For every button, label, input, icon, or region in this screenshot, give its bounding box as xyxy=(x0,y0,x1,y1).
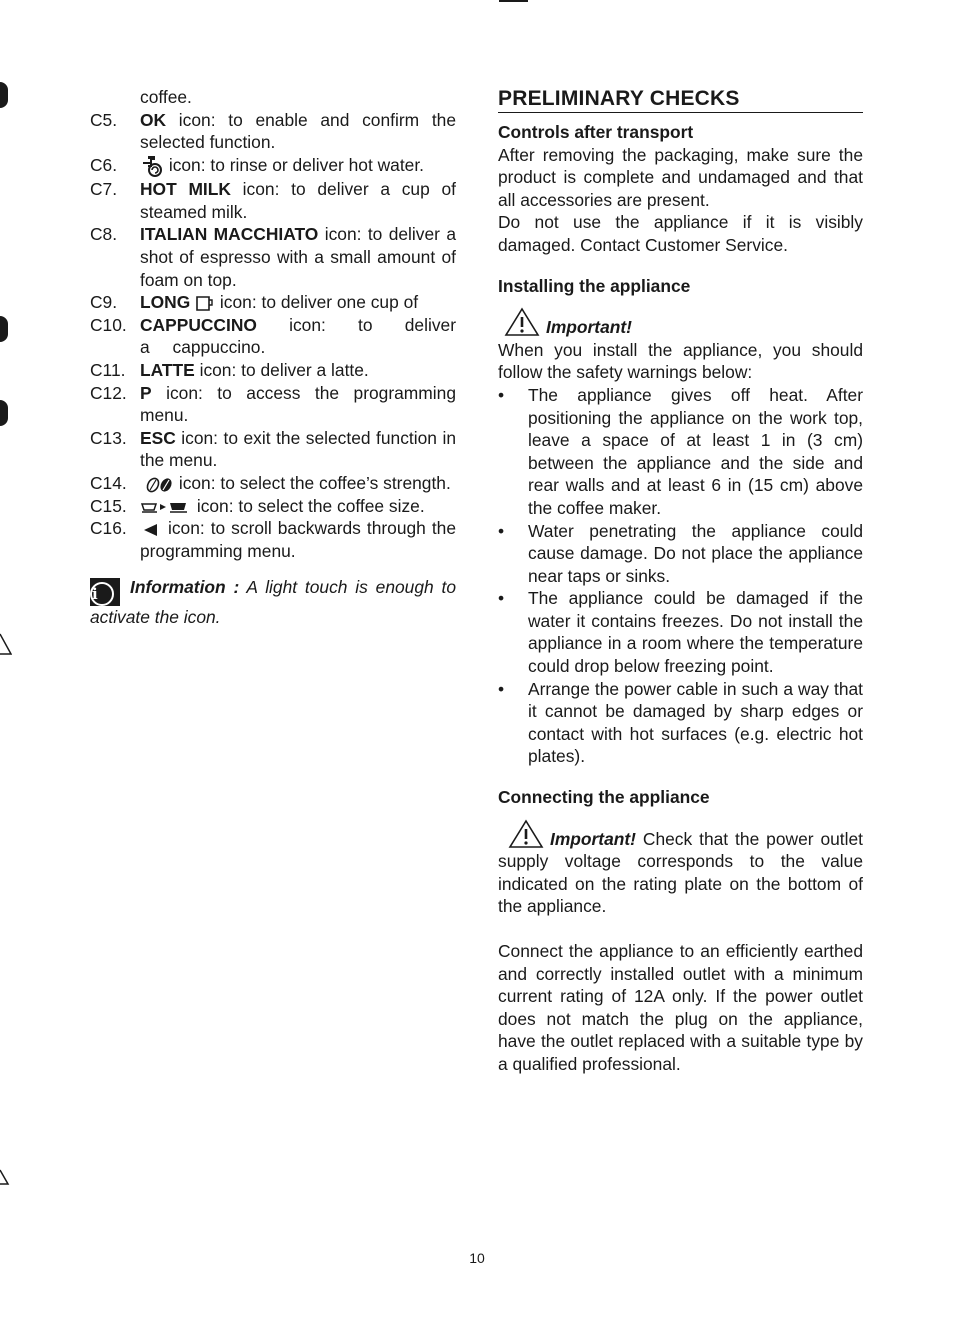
item-text: icon: to rinse or deliver hot water. xyxy=(164,154,425,175)
warning-icon xyxy=(508,819,544,849)
item-text: icon: to deliver a cappuccino. xyxy=(140,314,456,358)
item-text: icon: to deliver a cup of steamed milk. xyxy=(140,179,457,222)
coffee-beans-icon xyxy=(144,475,174,493)
left-column xyxy=(90,86,456,629)
information-text: A light touch is enough to activate the icon. xyxy=(90,577,456,628)
list-item xyxy=(90,178,456,223)
item-text: icon: to scroll backwards through the programming menu. xyxy=(140,518,456,561)
item-text: icon: to select the coffee size. xyxy=(192,495,425,516)
list-item: • Arrange the power cable in such a way that it cannot be damaged by sharp edges or contact with hot surfaces (e.g. electric hot plates). xyxy=(498,678,863,768)
important-text: Check that the power outlet supply voltage corresponds to the value indicated on the rating plate on the bottom of the appliance. xyxy=(498,828,863,917)
list-item xyxy=(90,495,456,518)
list-item xyxy=(90,472,456,495)
list-item xyxy=(90,109,456,154)
list-item xyxy=(90,154,456,178)
list-item: • Water penetrating the appliance could cause damage. Do not place the appliance near taps or sinks. xyxy=(498,520,863,588)
item-text: icon: to exit the selected function in the menu. xyxy=(140,427,456,471)
item-label: LONG xyxy=(140,292,191,313)
control-icon-list xyxy=(90,86,456,562)
edge-tab-marker xyxy=(0,82,8,108)
list-item xyxy=(90,223,456,291)
item-number: C15. xyxy=(90,495,127,516)
edge-tab-marker xyxy=(0,400,8,426)
cup-size-icon xyxy=(140,499,192,515)
back-arrow-icon xyxy=(140,522,162,538)
list-item xyxy=(90,359,456,382)
list-item: • The appliance gives off heat. After positioning the appliance on the work top, leave a space of at least 1 in (3 cm) between the appliance and the side and rear walls and at least 6 in (15 cm) above the coffee maker. xyxy=(498,384,863,520)
important-note xyxy=(498,307,863,339)
list-item xyxy=(90,86,456,109)
list-item: • The appliance could be damaged if the water it contains freezes. Do not install the appliance in a room where the temperature could drop below freezing point. xyxy=(498,587,863,677)
list-item xyxy=(90,517,456,562)
heading-controls-after-transport: Controls after transport xyxy=(498,122,694,142)
rinse-icon xyxy=(140,154,164,178)
important-label: Important! xyxy=(550,828,636,849)
item-text: icon: to access the programming menu. xyxy=(140,382,456,426)
section-title: PRELIMINARY CHECKS xyxy=(498,86,863,113)
list-item xyxy=(90,314,456,359)
item-number: C5. xyxy=(90,109,118,130)
item-label: CAPPUCCINO xyxy=(140,314,257,335)
item-text: icon: to select the coffee’s strength. xyxy=(174,472,451,493)
important-note xyxy=(498,819,863,918)
item-number: C6. xyxy=(90,154,118,175)
item-number: C13. xyxy=(90,427,127,448)
item-text: icon: to deliver one cup of xyxy=(215,292,419,313)
item-text: coffee. xyxy=(140,87,192,107)
item-number: C7. xyxy=(90,179,118,200)
paragraph: Connect the appliance to an efficiently earthed and correctly installed outlet with a minimum current rating of 12A only. If the power outlet does not match the plug on the appliance, have the outlet replaced with a suitable type by a qualified professional. xyxy=(498,941,863,1074)
item-number: C10. xyxy=(90,314,127,335)
information-icon: i xyxy=(90,578,120,606)
right-column xyxy=(498,86,863,1076)
item-label: ITALIAN MACCHIATO xyxy=(140,224,319,245)
page-number: 10 xyxy=(469,1250,485,1266)
item-number: C14. xyxy=(90,472,127,493)
item-number: C16. xyxy=(90,518,127,539)
item-number: C8. xyxy=(90,224,118,245)
item-label: HOT MILK xyxy=(140,179,231,200)
edge-tab-marker xyxy=(0,316,8,342)
list-item xyxy=(90,291,456,314)
item-number: C11. xyxy=(90,359,126,380)
edge-warning-mark xyxy=(0,1166,10,1186)
edge-warning-mark xyxy=(0,632,12,656)
heading-connecting-the-appliance: Connecting the appliance xyxy=(498,787,710,808)
list-item xyxy=(90,382,456,427)
heading-installing-the-appliance: Installing the appliance xyxy=(498,275,691,296)
item-text: icon: to deliver a latte. xyxy=(194,359,369,380)
item-number: C9. xyxy=(90,292,118,313)
information-label: Information : xyxy=(130,577,240,598)
top-edge-mark xyxy=(499,0,528,2)
item-text: icon: to enable and confirm the selected function. xyxy=(140,109,456,153)
list-item xyxy=(90,427,456,472)
paragraph: When you install the appliance, you should follow the safety warnings below: xyxy=(498,339,863,383)
item-label: LATTE xyxy=(140,359,195,380)
paragraph: After removing the packaging, make sure the product is complete and undamaged and that all accessories are present. xyxy=(498,144,863,210)
item-label: ESC xyxy=(140,427,176,448)
item-number: C12. xyxy=(90,382,127,403)
safety-warning-list xyxy=(498,384,863,768)
information-note xyxy=(90,576,456,629)
warning-icon xyxy=(504,307,540,337)
item-label: OK xyxy=(140,109,167,130)
item-text: icon: to deliver a shot of espresso with a small amount of foam on top. xyxy=(140,224,456,290)
cup-icon xyxy=(195,295,215,313)
important-label: Important! xyxy=(546,317,632,338)
paragraph: Do not use the appliance if it is visibly damaged. Contact Customer Service. xyxy=(498,212,863,255)
item-label: P xyxy=(140,382,152,403)
